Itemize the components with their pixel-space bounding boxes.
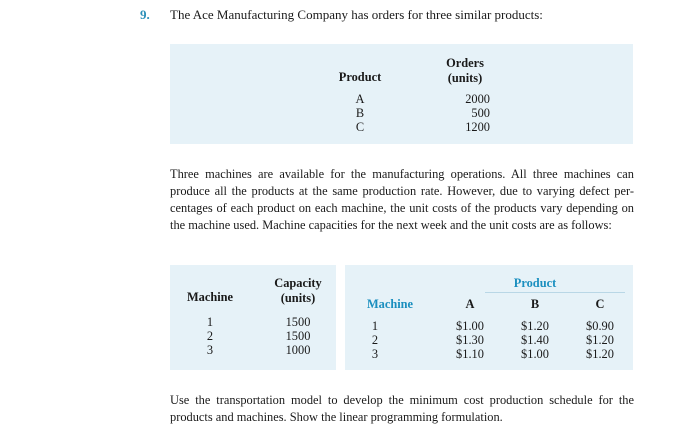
cost-1-c: $0.90 — [586, 319, 614, 333]
orders-header-product: Product — [338, 70, 382, 84]
question-number: 9. — [140, 7, 150, 22]
capacity-machine-2: 2 — [206, 329, 214, 343]
capacity-header-capacity — [268, 276, 328, 306]
orders-values-column — [440, 92, 490, 134]
cost-2-a: $1.30 — [456, 333, 484, 347]
orders-header-orders-line2: (units) — [447, 71, 483, 85]
cost-col-a — [448, 319, 492, 361]
cost-header-machine: Machine — [366, 297, 414, 311]
cost-machine-3: 3 — [371, 347, 379, 361]
orders-header-orders-line1: Orders — [446, 56, 484, 70]
capacity-1: 1500 — [285, 315, 311, 329]
cost-machine-1: 1 — [371, 319, 379, 333]
cost-table — [345, 265, 633, 370]
product-b: B — [355, 106, 365, 120]
capacity-values-column — [278, 315, 318, 357]
cost-col-b — [513, 319, 557, 361]
cost-2-c: $1.20 — [586, 333, 614, 347]
capacity-machine-3: 3 — [206, 343, 214, 357]
cost-1-a: $1.00 — [456, 319, 484, 333]
capacity-machines-column — [195, 315, 225, 357]
capacity-header-line2: (units) — [280, 291, 316, 305]
cost-3-c: $1.20 — [586, 347, 614, 361]
cost-header-rule — [485, 292, 625, 293]
cost-3-b: $1.00 — [521, 347, 549, 361]
order-b: 500 — [471, 106, 490, 120]
cost-header-col-c: C — [595, 297, 605, 311]
capacity-machine-1: 1 — [206, 315, 214, 329]
cost-header-col-b: B — [530, 297, 540, 311]
order-a: 2000 — [465, 92, 490, 106]
closing-paragraph: Use the transportation model to develop the minimum cost production schedule for the products and machines. Show the linear programming formulation. — [170, 393, 634, 424]
order-c: 1200 — [465, 120, 490, 134]
orders-table — [170, 44, 633, 144]
orders-products-column — [345, 92, 375, 134]
cost-machines-column — [367, 319, 383, 361]
question-intro: The Ace Manufacturing Company has orders for three similar products: — [170, 7, 543, 22]
capacity-header-machine: Machine — [186, 290, 234, 304]
cost-header-col-a: A — [465, 297, 475, 311]
cost-1-b: $1.20 — [521, 319, 549, 333]
cost-col-c — [578, 319, 622, 361]
cost-2-b: $1.40 — [521, 333, 549, 347]
capacity-2: 1500 — [285, 329, 311, 343]
cost-header-product: Product — [513, 276, 557, 290]
product-c: C — [355, 120, 365, 134]
cost-machine-2: 2 — [371, 333, 379, 347]
product-a: A — [355, 92, 365, 106]
capacity-table — [170, 265, 336, 370]
cost-3-a: $1.10 — [456, 347, 484, 361]
capacity-3: 1000 — [285, 343, 311, 357]
orders-header-orders — [435, 56, 495, 86]
capacity-header-line1: Capacity — [274, 276, 322, 290]
description-paragraph: Three machines are available for the manufacturing operations. All three machines can produce all the products at the same production rate. However, due to varying defect per-centages of each product on each machine, the unit costs of the products vary depending on the machine used. Machine capacities for the next week and the unit costs are as follows: — [170, 167, 634, 232]
